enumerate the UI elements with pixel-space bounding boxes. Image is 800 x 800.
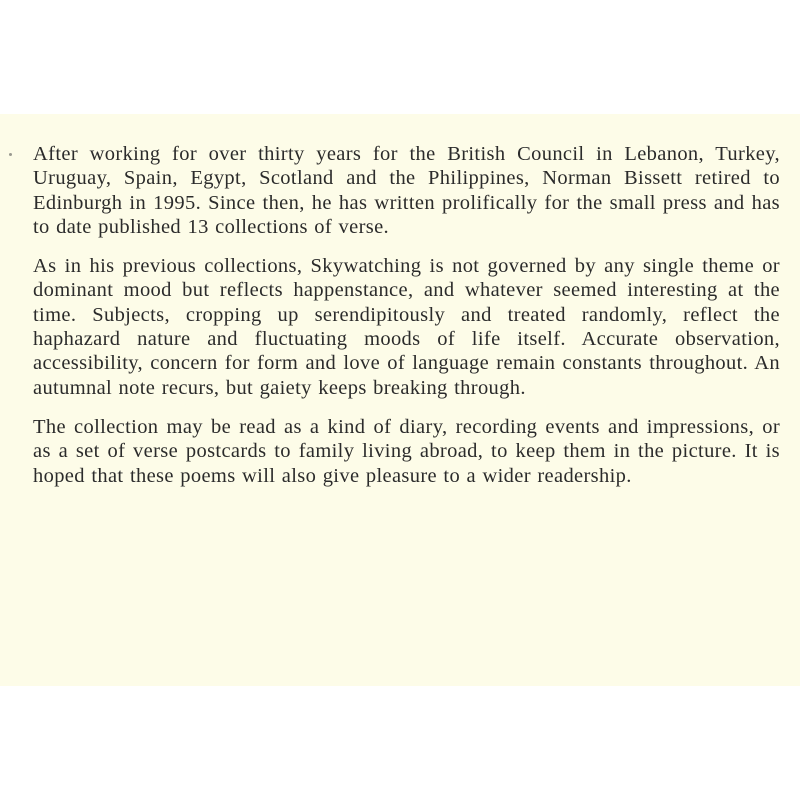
paragraph-readership: The collection may be read as a kind of diary, recording events and impressions, or as a set of verse postcards to family living abroad, to keep them in the picture. It is hoped that these poems will also give pleasure to a wider readership. bbox=[33, 415, 780, 487]
scan-speck bbox=[9, 153, 12, 156]
paragraph-collection-description: As in his previous collections, Skywatching is not governed by any single theme or dominant mood but reflects happenstance, and whatever seemed interesting at the time. Subjects, cropping up serendipitously and treated randomly, reflect the haphazard nature and fluctuating moods of life itself. Accurate observation, accessibility, concern for form and love of language remain constants throughout. An autumnal note recurs, but gaiety keeps breaking through. bbox=[33, 255, 780, 399]
text-card bbox=[0, 114, 800, 686]
paragraph-biography: After working for over thirty years for the British Council in Lebanon, Turkey, Uruguay, Spain, Egypt, Scotland and the Philippines, Norman Bissett retired to Edinburgh in 1995. Since then, he has written prolifically for the small press and has to date published 13 collections of verse. bbox=[33, 143, 780, 238]
